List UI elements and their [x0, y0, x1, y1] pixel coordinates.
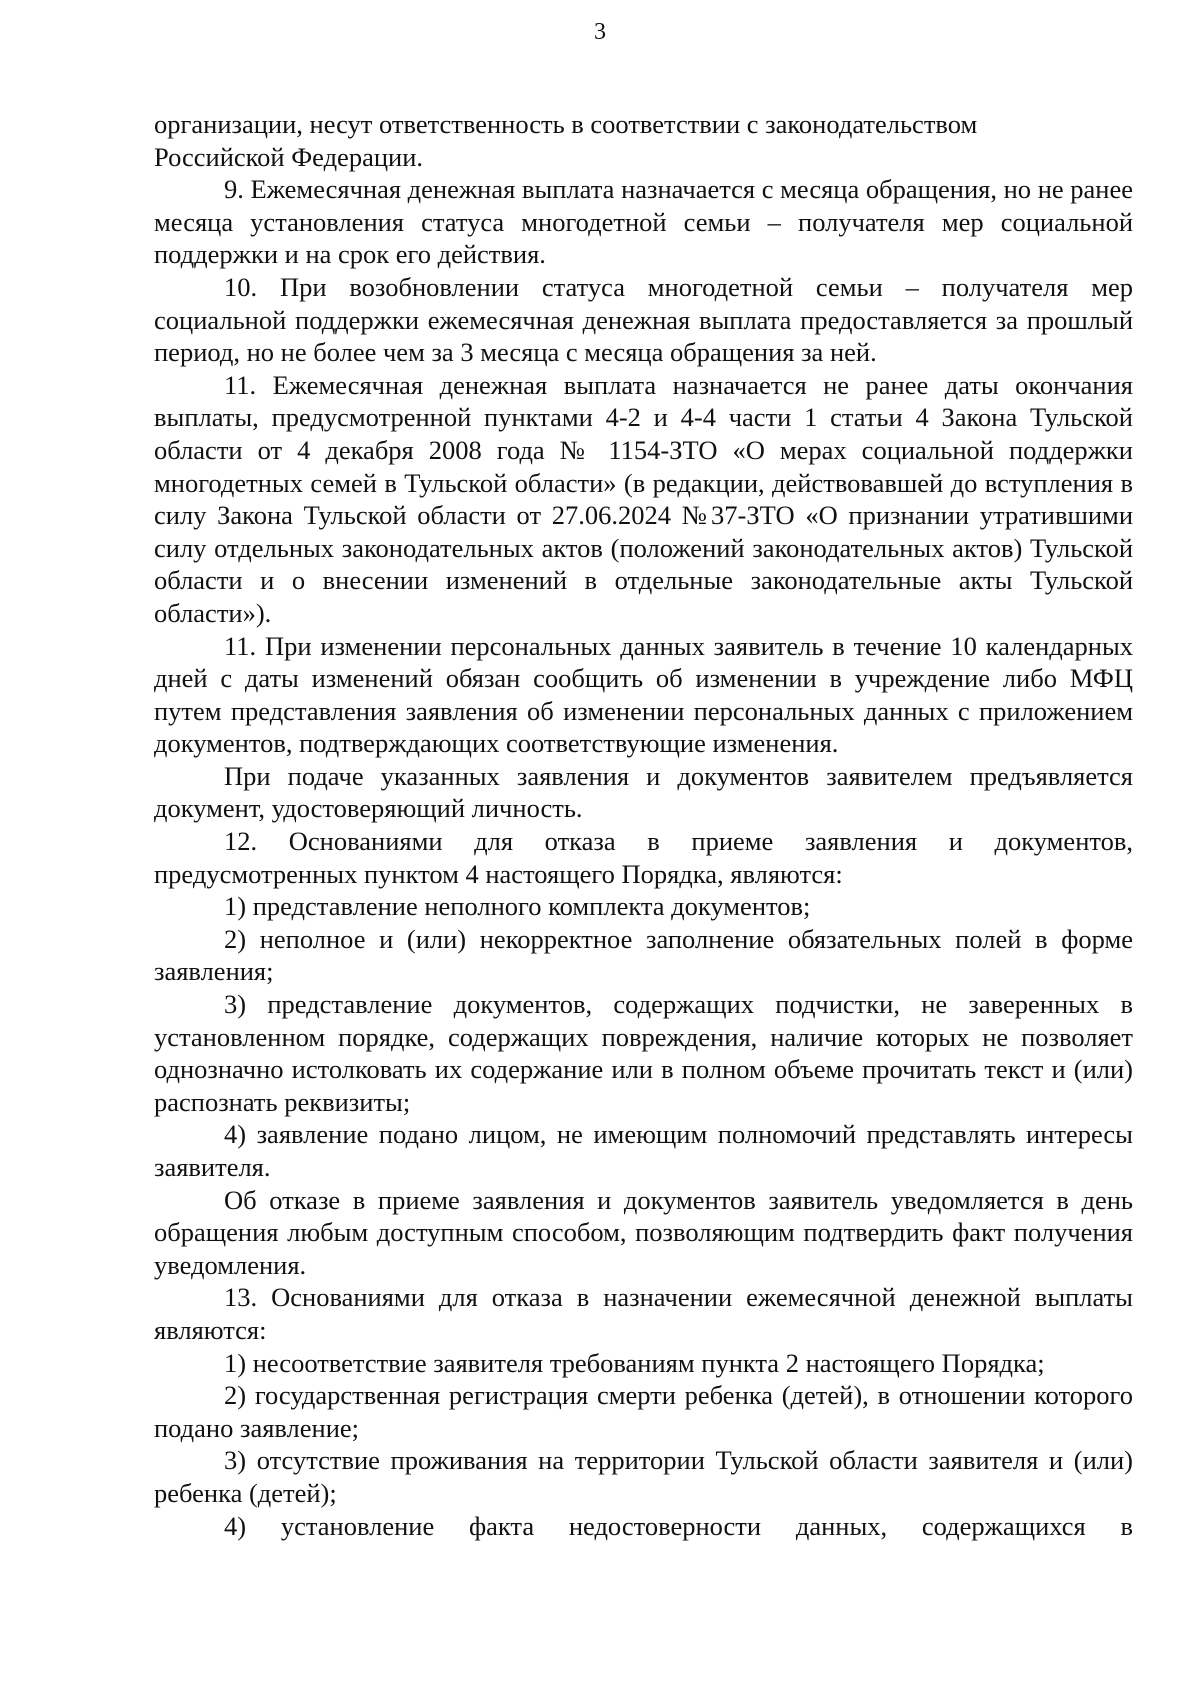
- paragraph: 10. При возобновлении статуса многодетной семьи – получателя мер социальной поддержки ежемесячная денежная выплата предоставляется за прошлый период, но не более чем за 3 месяца с месяца обращения за ней.: [154, 271, 1133, 368]
- paragraph: 2) неполное и (или) некорректное заполнение обязательных полей в форме заявления;: [154, 923, 1133, 987]
- paragraph: 12. Основаниями для отказа в приеме заявления и документов, предусмотренных пунктом 4 настоящего Порядка, являются:: [154, 826, 1133, 889]
- paragraph: организации, несут ответственность в соответствии с законодательством Российской Федерации.: [154, 109, 978, 172]
- paragraph: 9. Ежемесячная денежная выплата назначается с месяца обращения, но не ранее месяца установления статуса многодетной семьи – получателя мер социальной поддержки и на срок его действия.: [154, 174, 1133, 270]
- paragraph: 13. Основаниями для отказа в назначении ежемесячной денежной выплаты являются:: [154, 1282, 1133, 1345]
- paragraph: 4) заявление подано лицом, не имеющим полномочий представлять интересы заявителя.: [154, 1119, 1133, 1182]
- paragraph: 4) установление факта недостоверности данных, содержащихся в: [224, 1510, 1133, 1541]
- paragraph: 1) несоответствие заявителя требованиям пункта 2 настоящего Порядка;: [224, 1347, 1045, 1378]
- page-number: 3: [594, 19, 606, 45]
- paragraph: Об отказе в приеме заявления и документов заявитель уведомляется в день обращения любым доступным способом, позволяющим подтвердить факт получения уведомления.: [154, 1184, 1133, 1280]
- document-body: [154, 108, 1133, 1542]
- paragraph: 3) отсутствие проживания на территории Тульской области заявителя и (или) ребенка (детей);: [154, 1445, 1133, 1508]
- paragraph: 3) представление документов, содержащих подчистки, не заверенных в установленном порядке, содержащих повреждения, наличие которых не позволяет однозначно истолковать их содержание или в полном объеме прочитать текст и (или) распознать реквизиты;: [154, 989, 1133, 1117]
- paragraph: 1) представление неполного комплекта документов;: [224, 891, 811, 922]
- paragraph: При подаче указанных заявления и документов заявителем предъявляется документ, удостоверяющий личность.: [154, 760, 1133, 824]
- paragraph: 2) государственная регистрация смерти ребенка (детей), в отношении которого подано заявление;: [154, 1380, 1133, 1443]
- paragraph: 11. Ежемесячная денежная выплата назначается не ранее даты окончания выплаты, предусмотренной пунктами 4-2 и 4-4 части 1 статьи 4 Закона Тульской области от 4 декабря 2008 года № 1154-ЗТО «О мерах социальной поддержки многодетных семей в Тульской области» (в редакции, действовавшей до вступления в силу Закона Тульской области от 27.06.2024 №37-ЗТО «О признании утратившими силу отдельных законодательных актов (положений законодательных актов) Тульской области и о внесении изменений в отдельные законодательные акты Тульской области»).: [154, 369, 1133, 628]
- paragraph: 11. При изменении персональных данных заявитель в течение 10 календарных дней с даты изменений обязан сообщить об изменении в учреждение либо МФЦ путем представления заявления об изменении персональных данных с приложением документов, подтверждающих соответствующие изменения.: [154, 630, 1133, 759]
